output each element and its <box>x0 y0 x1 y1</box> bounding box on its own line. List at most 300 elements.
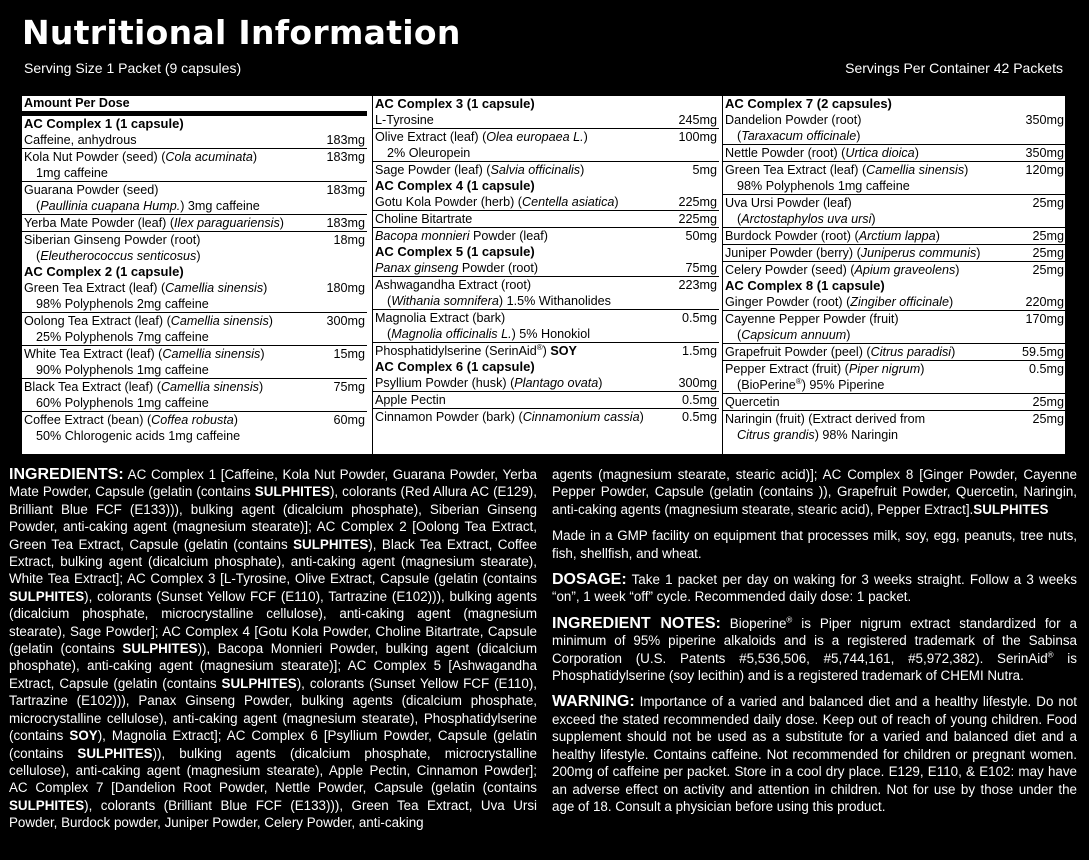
ingredient-line <box>375 392 678 408</box>
panel-top-bar <box>22 80 1065 96</box>
complex-1 <box>22 116 367 264</box>
warning-text: Importance of a varied and balanced diet and a healthy lifestyle. Do not exceed the stated recommended daily dose. Keep out of reach of young children. Food supplement should not be used as a substitute for a varied and balanced diet and a healthy lifestyle. Contains caffeine. Not recommended for children or pregnant women. 200mg of caffeine per packet. Store in a cool dry place. E129, E110, & E102: may have an adverse effect on activity and attention in children. Not for use by those under the age of 18. Consult a physician before using this product. <box>552 694 1077 814</box>
ingredient-line <box>375 409 678 425</box>
latin-name: Zingiber officinale <box>850 295 949 309</box>
ingredient-amount: 25mg <box>1032 246 1064 260</box>
ingredient-subline <box>725 211 1028 227</box>
registered-mark: ® <box>1047 650 1054 660</box>
dosage-text: Take 1 packet per day on waking for 3 weeks straight. Follow a 3 weeks “on”, 1 week “off” cycle. Recommended daily dose: 1 packet. <box>552 572 1077 605</box>
ingredient-label: Naringin (fruit) (Extract derived from <box>725 412 926 426</box>
ingredient-label: Psyllium Powder (husk) ( <box>375 376 515 390</box>
ingredient-row <box>373 128 719 161</box>
subline-text: ( <box>36 249 41 263</box>
ingredient-label-tail: ) <box>914 146 919 160</box>
ingredient-label: Quercetin <box>725 395 780 409</box>
latin-name: Taraxacum officinale <box>741 129 857 143</box>
subline-text: ) 95% Piperine <box>801 378 885 392</box>
ingredient-name <box>375 112 674 128</box>
ingredient-label: Yerba Mate Powder (leaf) ( <box>24 216 175 230</box>
latin-name: Bacopa monnieri <box>375 229 470 243</box>
subline-text: ) <box>871 212 876 226</box>
ingredient-line <box>375 162 689 178</box>
ingredient-label: Gotu Kola Powder (herb) ( <box>375 195 522 209</box>
ingredient-row <box>373 210 719 227</box>
ingredient-line <box>24 346 329 362</box>
complex-5 <box>373 244 719 359</box>
ingredient-subline <box>24 248 329 264</box>
ingredient-row <box>22 214 367 231</box>
ingredient-line <box>375 112 674 128</box>
ingredient-amount: 75mg <box>333 380 365 394</box>
ingredient-line <box>375 194 674 210</box>
ingredient-row <box>723 360 1066 393</box>
ingredient-name <box>375 211 674 227</box>
subline-text: ( <box>387 294 392 308</box>
latin-name: Eleutherococcus senticosus <box>40 249 197 263</box>
latin-name: Apium graveolens <box>854 263 956 277</box>
ingredient-label: White Tea Extract (leaf) ( <box>24 347 163 361</box>
ingredient-name <box>24 280 322 312</box>
ingredient-line <box>24 313 322 329</box>
ingredient-name <box>375 310 678 342</box>
ingredient-amount: 120mg <box>1025 163 1064 177</box>
ingredients-text-part: )), bulking agents (dicalcium phosphate, microcrystalline cellulose), anti-caking agent (magnesium stearate), Apple Pectin, Cinnamon Powder]; AC Complex 7 [Dandelion Root Powder, Nettle Powder, Capsule (gelatin (contains <box>9 745 537 796</box>
ingredient-amount: 59.5mg <box>1021 345 1064 359</box>
ingredient-label: Burdock Powder (root) ( <box>725 229 859 243</box>
ingredient-amount: 100mg <box>678 130 717 144</box>
ingredient-label: Uva Ursi Powder (leaf) <box>725 196 852 210</box>
ingredient-line <box>725 195 1028 211</box>
ingredient-name <box>725 411 1028 443</box>
ingredient-row <box>373 276 719 309</box>
ingredient-row <box>373 408 719 425</box>
subline-text: ) <box>846 328 851 342</box>
registered-mark: ® <box>536 342 543 352</box>
ingredient-line <box>725 145 1021 161</box>
ingredient-subline <box>24 296 322 312</box>
ingredient-line <box>24 215 322 231</box>
ingredient-row <box>22 345 367 378</box>
ingredient-label-tail: ) <box>252 150 258 164</box>
ingredient-amount: 183mg <box>326 183 365 197</box>
ingredient-row <box>373 309 719 342</box>
allergen-label: SULPHITES <box>122 641 198 657</box>
ingredient-name <box>725 195 1028 227</box>
complex-header: AC Complex 4 (1 capsule) <box>375 178 535 193</box>
latin-name: Piper nigrum <box>848 362 921 376</box>
ingredient-name <box>24 313 322 345</box>
ingredient-label-tail: ) <box>279 216 284 230</box>
complex-header: AC Complex 5 (1 capsule) <box>375 244 535 259</box>
subline-text: ) <box>856 129 861 143</box>
ingredient-row <box>373 260 719 276</box>
ingredient-label: Phosphatidylserine (SerinAid <box>375 344 537 358</box>
ingredient-row <box>723 310 1066 343</box>
ingredient-name <box>375 392 678 408</box>
ingredient-name <box>725 228 1028 244</box>
ingredient-name <box>725 344 1018 360</box>
ingredient-name <box>24 232 329 264</box>
ingredient-line <box>725 294 1021 310</box>
allergen-label: SULPHITES <box>9 797 85 813</box>
ingredient-label: Ashwagandha Extract (root) <box>375 278 532 292</box>
ingredient-name <box>725 361 1025 393</box>
ingredient-row <box>723 227 1066 244</box>
ingredient-label-tail: ) <box>614 195 619 209</box>
ingredient-line <box>24 379 329 395</box>
latin-name: Coffea robusta <box>151 413 234 427</box>
allergen-label: SULPHITES <box>9 588 85 604</box>
ingredient-amount: 0.5mg <box>1028 362 1064 376</box>
ingredient-label: Siberian Ginseng Powder (root) <box>24 233 201 247</box>
ingredient-amount: 220mg <box>1025 295 1064 309</box>
subline-text: ( <box>737 328 742 342</box>
ingredient-label: Apple Pectin <box>375 393 446 407</box>
ingredient-amount: 183mg <box>326 216 365 230</box>
ingredient-label-tail: ) <box>951 345 956 359</box>
latin-name: Capsicum annuum <box>741 328 847 342</box>
ingredients-text-part: ), Magnolia Extract]; AC Complex 6 [Psyllium Powder, Capsule (gelatin (contains <box>9 728 537 761</box>
ingredients-text-part: AC Complex 1 [Caffeine, Kola Nut Powder, Guarana Powder, Yerba Mate Powder, Capsule (gelatin (contains <box>9 467 537 500</box>
ingredient-amount: 0.5mg <box>681 393 717 407</box>
ingredient-amount: 75mg <box>685 261 717 275</box>
ingredient-amount: 245mg <box>678 113 717 127</box>
ingredient-row <box>723 261 1066 278</box>
ingredient-name <box>375 409 678 425</box>
registered-mark: ® <box>786 615 793 625</box>
latin-name: Cinnamonium cassia <box>522 410 640 424</box>
ingredient-line <box>24 182 322 198</box>
ingredient-row <box>723 194 1066 227</box>
ingredient-row <box>373 227 719 244</box>
ingredient-label: Green Tea Extract (leaf) ( <box>725 163 867 177</box>
ingredient-row <box>373 391 719 408</box>
ingredient-subline <box>375 326 678 342</box>
ingredient-row <box>22 231 367 264</box>
registered-mark: ® <box>795 376 802 386</box>
ingredient-row <box>723 410 1066 443</box>
ingredient-name <box>375 375 674 391</box>
ingredient-label: Nettle Powder (root) ( <box>725 146 846 160</box>
ingredient-name <box>375 277 674 309</box>
ingredients-text-part: ), colorants (Sunset Yellow FCF (E110), Tartrazine (E102))), Panax Ginseng Powder, bulking agents (dicalcium phosphate, microcrystalline cellulose), anti-caking agent (magnesium stearate), Phosphatidylserine (contains <box>9 675 537 744</box>
subline-text: ) 3mg caffeine <box>180 199 260 213</box>
allergen-label: SULPHITES <box>293 536 369 552</box>
ingredient-name <box>725 145 1021 161</box>
ingredient-amount: 25mg <box>1032 412 1064 426</box>
dosage-section <box>552 571 1077 606</box>
ingredient-row <box>723 144 1066 161</box>
subline-text: ( <box>737 129 742 143</box>
ingredient-row <box>22 148 367 181</box>
ingredient-subline <box>725 327 1021 343</box>
ingredient-line <box>375 277 674 293</box>
ingredient-name <box>24 412 329 444</box>
subline-text: 60% Polyphenols 1mg caffeine <box>36 396 209 410</box>
ingredient-line <box>725 112 1021 128</box>
latin-name: Camellia sinensis <box>165 281 264 295</box>
ingredient-amount: 183mg <box>326 133 365 147</box>
subline-text: ( <box>737 212 742 226</box>
complex-8 <box>723 278 1066 443</box>
latin-name: Urtica dioica <box>845 146 915 160</box>
ingredient-amount: 300mg <box>326 314 365 328</box>
ingredient-name <box>725 262 1028 278</box>
complex-4 <box>373 178 719 244</box>
ingredient-label: Sage Powder (leaf) ( <box>375 163 491 177</box>
ingredient-subline <box>375 145 674 161</box>
ingredient-line <box>725 344 1018 360</box>
ingredient-line <box>725 262 1028 278</box>
complex-header: AC Complex 2 (1 capsule) <box>24 264 184 279</box>
ingredient-subline <box>725 427 1028 443</box>
nutrition-panel <box>22 80 1065 454</box>
ingredient-subline <box>24 362 329 378</box>
ingredient-name <box>375 194 674 210</box>
ingredient-name <box>24 379 329 411</box>
latin-name: Juniperus communis <box>860 246 977 260</box>
ingredient-line <box>375 343 678 359</box>
ingredient-amount: 350mg <box>1025 113 1064 127</box>
ingredient-line <box>24 412 329 428</box>
ingredient-row <box>373 194 719 210</box>
ingredient-label-tail: ) <box>598 376 603 390</box>
ingredient-label: Magnolia Extract (bark) <box>375 311 506 325</box>
ingredient-line <box>375 129 674 145</box>
ingredient-label: Choline Bitartrate <box>375 212 473 226</box>
ingredient-row <box>22 132 367 148</box>
ingredient-label: Cayenne Pepper Powder (fruit) <box>725 312 899 326</box>
latin-name: Salvia officinalis <box>490 163 581 177</box>
ingredient-name <box>24 182 322 214</box>
ingredient-label-tail: ) <box>580 163 585 177</box>
ingredient-amount: 0.5mg <box>681 311 717 325</box>
ingredient-amount: 170mg <box>1025 312 1064 326</box>
ingredient-line <box>375 211 674 227</box>
ingredient-label-tail: ) <box>920 362 925 376</box>
ingredient-amount: 18mg <box>333 233 365 247</box>
ingredient-line <box>725 394 1028 410</box>
ingredients-column <box>9 466 537 832</box>
ingredient-line <box>725 361 1025 377</box>
notes-column <box>552 466 1077 824</box>
ingredient-name <box>725 394 1028 410</box>
ingredient-amount: 25mg <box>1032 229 1064 243</box>
subline-text: 50% Chlorogenic acids 1mg caffeine <box>36 429 241 443</box>
ingredient-row <box>723 393 1066 410</box>
warning-heading: WARNING: <box>552 693 635 711</box>
ingredient-line <box>725 311 1021 327</box>
complex-2 <box>22 264 367 444</box>
complex-header: AC Complex 3 (1 capsule) <box>375 96 535 111</box>
ingredient-label: Cinnamon Powder (bark) ( <box>375 410 523 424</box>
latin-name: Magnolia officinalis L. <box>391 327 512 341</box>
ingredient-label: Grapefruit Powder (peel) ( <box>725 345 871 359</box>
ingredient-label: Green Tea Extract (leaf) ( <box>24 281 166 295</box>
ingredients-text-part: ), colorants (Red Allura AC (E129), Brilliant Blue FCF (E133))), bulking agent (dicalcium phosphate), Siberian Ginseng Powder, anti-caking agent (magnesium stearate)]; AC Complex 2 [Oolong Tea Extract, Green Tea Extract, Capsule (gelatin (contains <box>9 484 537 552</box>
ingredient-row <box>22 312 367 345</box>
subline-text: ( <box>387 327 392 341</box>
panel-column-1 <box>22 96 367 454</box>
allergen-label: SULPHITES <box>221 675 297 691</box>
ingredient-amount: 183mg <box>326 150 365 164</box>
ingredients-text-part: )), Bacopa Monnieri Powder, bulking agent (dicalcium phosphate), anti-caking agent (magnesium stearate)]; AC Complex 5 [Ashwagandha Extract, Capsule (gelatin (contains <box>9 641 537 691</box>
ingredient-row <box>723 112 1066 144</box>
latin-name: Arctium lappa <box>858 229 936 243</box>
dosage-heading: DOSAGE: <box>552 571 627 589</box>
allergen-label: SULPHITES <box>973 501 1049 517</box>
ingredient-line <box>24 232 329 248</box>
ingredient-name <box>725 162 1021 194</box>
ingredient-notes-section <box>552 615 1077 685</box>
latin-name: Paullinia cuapana Hump. <box>40 199 181 213</box>
subline-text: 98% Polyphenols 1mg caffeine <box>737 179 910 193</box>
ingredient-row <box>723 161 1066 194</box>
ingredients-text-part: ), colorants (Brilliant Blue FCF (E133))), Green Tea Extract, Uva Ursi Powder, Burdock powder, Juniper Powder, Celery Powder, anti-caking <box>9 797 537 831</box>
ingredient-subline <box>24 428 329 444</box>
ingredient-subline <box>24 329 322 345</box>
ingredient-label: Ginger Powder (root) ( <box>725 295 851 309</box>
ingredients-heading: INGREDIENTS: <box>9 466 124 483</box>
ingredient-row <box>22 411 367 444</box>
latin-name: Citrus paradisi <box>870 345 952 359</box>
subline-text: ) 5% Honokiol <box>511 327 591 341</box>
latin-name: Camellia sinensis <box>866 163 965 177</box>
ingredient-line <box>375 260 681 276</box>
latin-name: Camellia sinensis <box>160 380 259 394</box>
ingredient-line <box>725 162 1021 178</box>
ingredient-amount: 225mg <box>678 212 717 226</box>
ingredient-label-tail: Powder (leaf) <box>469 229 548 243</box>
ingredients-text <box>9 466 537 832</box>
ingredient-name <box>375 228 681 244</box>
ingredient-amount: 0.5mg <box>681 410 717 424</box>
ingredient-subline <box>24 165 322 181</box>
latin-name: Camellia sinensis <box>170 314 269 328</box>
subline-text: ) 1.5% Withanolides <box>498 294 611 308</box>
ingredient-name <box>375 162 689 178</box>
complex-6 <box>373 359 719 425</box>
ingredient-name <box>725 245 1028 261</box>
latin-name: Panax ginseng <box>375 261 459 275</box>
ingredient-label-tail: ) <box>583 130 588 144</box>
ingredient-label-tail: ) <box>258 380 264 394</box>
ingredient-name <box>24 132 322 148</box>
ingredient-row <box>22 181 367 214</box>
latin-name: Ilex paraguariensis <box>174 216 280 230</box>
warning-section <box>552 693 1077 815</box>
ingredient-label-tail: ) <box>542 344 551 358</box>
latin-name: Cola acuminata <box>165 150 253 164</box>
ingredient-name <box>375 129 674 161</box>
ingredient-amount: 5mg <box>692 163 717 177</box>
ingredient-row <box>22 378 367 411</box>
ingredient-label-tail: ) <box>639 410 644 424</box>
ingredient-row <box>373 112 719 128</box>
ingredient-label: Coffee Extract (bean) ( <box>24 413 152 427</box>
latin-name: Centella asiatica <box>522 195 615 209</box>
ingredient-name <box>375 260 681 276</box>
ingredient-label-tail: ) <box>268 314 273 328</box>
notes-text-1: Bioperine <box>720 615 787 631</box>
ingredient-label-tail: ) <box>964 163 969 177</box>
ingredient-subline <box>24 395 329 411</box>
ingredient-label-tail: ) <box>948 295 954 309</box>
ingredient-row <box>22 280 367 312</box>
subline-text: 1mg caffeine <box>36 166 108 180</box>
notes-text-3: is Phosphatidylserine (soy lecithin) and is a registered trademark of CHEMI Nutra. <box>552 650 1077 684</box>
ingredient-label: Black Tea Extract (leaf) ( <box>24 380 161 394</box>
latin-name: Citrus grandis <box>737 428 815 442</box>
ingredient-label: Juniper Powder (berry) ( <box>725 246 861 260</box>
subline-text: ) 98% Naringin <box>814 428 899 442</box>
ingredient-amount: 350mg <box>1025 146 1064 160</box>
ingredient-label-tail: ) <box>260 347 265 361</box>
ingredient-amount: 1.5mg <box>681 344 717 358</box>
ingredient-label: Olive Extract (leaf) ( <box>375 130 487 144</box>
complex-header: AC Complex 8 (1 capsule) <box>725 278 885 293</box>
ingredients-text-part: ), Black Tea Extract, Coffee Extract, bulking agent (dicalcium phosphate), anti-caking agent (magnesium stearate), White Tea Extract]; AC Complex 3 [L-Tyrosine, Olive Extract, Capsule (gelatin (contains <box>9 536 537 587</box>
subline-text: (BioPerine <box>737 378 796 392</box>
complex-3 <box>373 96 719 178</box>
ingredient-line <box>725 228 1028 244</box>
ingredient-amount: 15mg <box>333 347 365 361</box>
ingredients-text-part: )), Grapefruit Powder, Quercetin, Naringin, anti-caking agents (magnesium stearate, stearic acid), Pepper Extract]. <box>552 484 1077 517</box>
ingredient-line <box>24 280 322 296</box>
amount-per-dose-header: Amount Per Dose <box>22 96 367 116</box>
ingredient-line <box>375 375 674 391</box>
subline-text: ) <box>196 249 201 263</box>
ingredient-row <box>723 343 1066 360</box>
complex-header: AC Complex 6 (1 capsule) <box>375 359 535 374</box>
notes-text-2: is Piper nigrum extract standardized for a minimum of 95% piperine alkaloids and is a registered trademark of the Sabinsa Corporation (U.S. Patents #5,536,506, #5,744,161, #5,972,382). SerinAid <box>552 615 1077 666</box>
ingredient-label-tail: ) <box>935 229 940 243</box>
ingredient-line <box>24 132 322 148</box>
ingredient-label: Dandelion Powder (root) <box>725 113 862 127</box>
ingredient-label-tail: Powder (root) <box>458 261 539 275</box>
ingredient-line <box>375 310 678 326</box>
ingredient-amount: 25mg <box>1032 395 1064 409</box>
ingredient-row <box>723 294 1066 310</box>
latin-name: Olea europaea L. <box>486 130 584 144</box>
subline-text: 25% Polyphenols 7mg caffeine <box>36 330 209 344</box>
latin-name: Arctostaphylos uva ursi <box>741 212 872 226</box>
ingredient-label: Oolong Tea Extract (leaf) ( <box>24 314 171 328</box>
ingredient-amount: 25mg <box>1032 196 1064 210</box>
ingredient-line <box>375 228 681 244</box>
subline-text: ( <box>36 199 41 213</box>
ingredient-amount: 223mg <box>678 278 717 292</box>
ingredient-name <box>24 149 322 181</box>
allergen-label: SOY <box>550 344 577 358</box>
allergen-label: SOY <box>69 728 98 744</box>
ingredient-label-tail: ) <box>955 263 960 277</box>
page-title: Nutritional Information <box>22 13 461 52</box>
ingredient-subline <box>24 198 322 214</box>
ingredient-label: Guarana Powder (seed) <box>24 183 159 197</box>
ingredient-subline <box>725 128 1021 144</box>
ingredient-amount: 180mg <box>326 281 365 295</box>
ingredient-row <box>373 342 719 359</box>
ingredient-row <box>373 375 719 391</box>
ingredient-subline <box>725 377 1025 393</box>
ingredient-line <box>725 411 1028 427</box>
ingredient-subline <box>725 178 1021 194</box>
ingredient-name <box>725 112 1021 144</box>
allergen-label: SULPHITES <box>77 745 153 761</box>
ingredient-row <box>373 161 719 178</box>
ingredient-amount: 25mg <box>1032 263 1064 277</box>
